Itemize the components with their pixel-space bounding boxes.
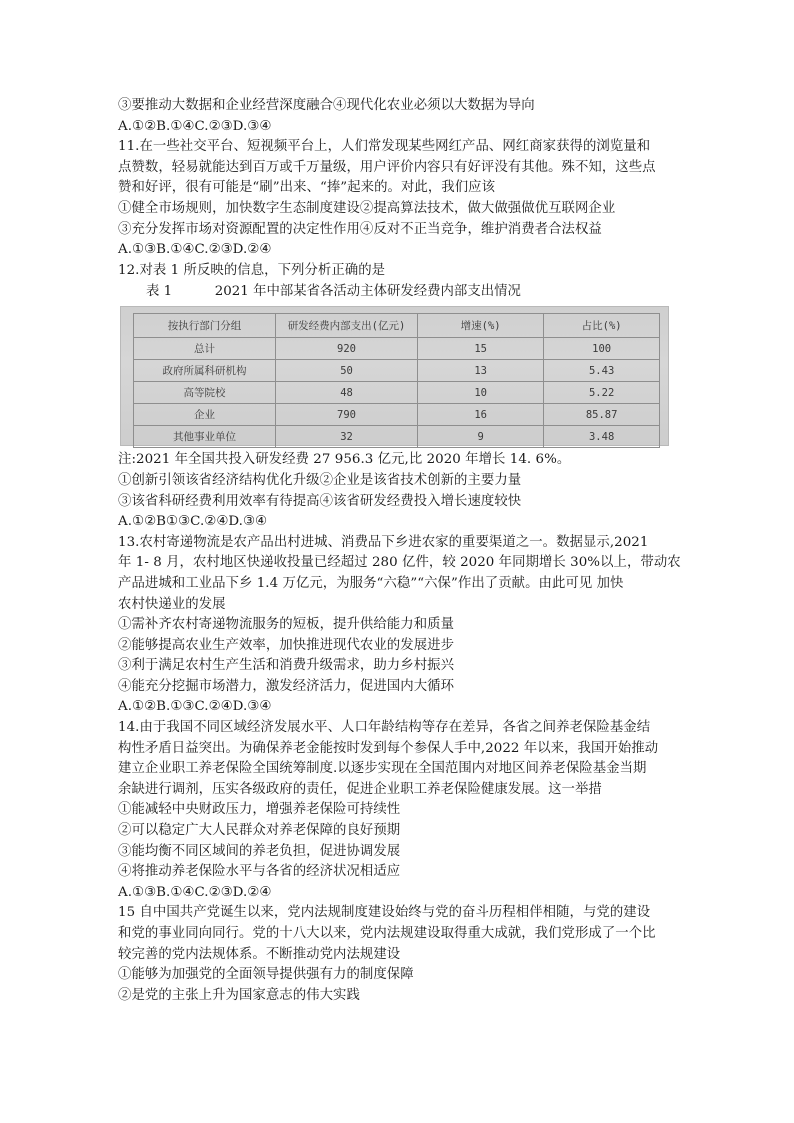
- text-line: ①健全市场规则，加快数字生态制度建设②提高算法技术，做大做强做优互联网企业: [118, 200, 616, 216]
- table-cell: 13: [418, 360, 544, 382]
- table-cell: 50: [276, 360, 418, 382]
- table-cell: 高等院校: [134, 382, 276, 404]
- text-line: ②可以稳定广大人民群众对养老保障的良好预期: [118, 823, 401, 839]
- table-cell: 790: [276, 404, 418, 426]
- table-row: [134, 426, 660, 448]
- table-note: 注:2021 年全国共投入研发经费 27 956.3 亿元,比 2020 年增长 14. 6%。: [118, 452, 571, 468]
- column-header: 按执行部门分组: [134, 314, 276, 338]
- question-15: 15 自中国共产党诞生以来，党内法规制度建设始终与党的奋斗历程相伴相随，与党的建设: [118, 905, 651, 921]
- text-line: ①能减轻中央财政压力，增强养老保险可持续性: [118, 802, 401, 818]
- data-table: [133, 313, 660, 448]
- text-line: 和党的事业同向同行。党的十八大以来，党内法规建设取得重大成就，我们党形成了一个比: [118, 926, 656, 941]
- answer-options: A.①②B.①③C.②④D.③④: [118, 699, 272, 715]
- answer-options: A.①②B①③C.②④D.③④: [118, 514, 268, 530]
- text-line: 构性矛盾日益突出。为确保养老金能按时发到每个参保人手中,2022 年以来，我国开始推动: [118, 740, 659, 756]
- text-line: ①创新引领该省经济结构优化升级②企业是该省技术创新的主要力量: [118, 472, 522, 488]
- table-cell: 其他事业单位: [134, 426, 276, 448]
- document-page: [118, 96, 681, 1006]
- text-line: ④能充分挖掘市场潜力，激发经济活力，促进国内大循环: [118, 678, 455, 694]
- table-image: [120, 306, 669, 446]
- table-cell: 85.87: [544, 404, 660, 426]
- text-block-bottom: [118, 450, 681, 1006]
- table-cell: 16: [418, 404, 544, 426]
- text-line: ③能均衡不同区域间的养老负担，促进协调发展: [118, 843, 401, 859]
- table-row: [134, 338, 660, 360]
- answer-options: A.①②B.①④C.②③D.③④: [118, 118, 272, 134]
- text-line: ④将推动养老保险水平与各省的经济状况相适应: [118, 864, 401, 880]
- table-cell: 5.22: [544, 382, 660, 404]
- text-line: 建立企业职工养老保险全国统筹制度.以逐步实现在全国范围内对地区间养老保险基金当期: [118, 761, 647, 777]
- table-cell: 48: [276, 382, 418, 404]
- table-cell: 企业: [134, 404, 276, 426]
- table-cell: 10: [418, 382, 544, 404]
- table-cell: 100: [544, 338, 660, 360]
- table-cell: 5.43: [544, 360, 660, 382]
- text-line: ②能够提高农业生产效率，加快推进现代农业的发展进步: [118, 637, 455, 653]
- table-caption: 表 1 2021 年中部某省各活动主体研发经费内部支出情况: [146, 284, 521, 300]
- column-header: 占比(%): [544, 314, 660, 338]
- table-cell: 32: [276, 426, 418, 448]
- column-header: 增速(%): [418, 314, 544, 338]
- question-12: 12.对表 1 所反映的信息，下列分析正确的是: [118, 262, 386, 278]
- text-line: ③充分发挥市场对资源配置的决定性作用④反对不正当竞争，维护消费者合法权益: [118, 221, 602, 237]
- question-13: 13.农村寄递物流是农产品出村进城、消费品下乡进农家的重要渠道之一。数据显示,2021: [118, 534, 649, 550]
- text-line: ①能够为加强党的全面领导提供强有力的制度保障: [118, 967, 414, 983]
- question-14: 14.由于我国不同区域经济发展水平、人口年龄结构等存在差异，各省之间养老保险基金结: [118, 720, 651, 736]
- table-row: [134, 404, 660, 426]
- column-header: 研发经费内部支出(亿元): [276, 314, 418, 338]
- table-cell: 9: [418, 426, 544, 448]
- text-line: ③利于满足农村生产生活和消费升级需求，助力乡村振兴: [118, 658, 455, 674]
- table-cell: 920: [276, 338, 418, 360]
- table-cell: 政府所属科研机构: [134, 360, 276, 382]
- answer-options: A.①③B.①④C.②③D.②④: [118, 884, 272, 900]
- table-row: [134, 360, 660, 382]
- table-cell: 总计: [134, 338, 276, 360]
- table-header-row: [134, 314, 660, 338]
- text-block-top: [118, 96, 678, 281]
- table-row: [134, 382, 660, 404]
- table-cell: 15: [418, 338, 544, 360]
- text-line: 年 1- 8 月，农村地区快递收投量已经超过 280 亿件，较 2020 年同期增长 30%以上，带动农: [118, 555, 681, 571]
- text-line: 较完善的党内法规体系。不断推动党内法规建设: [118, 946, 401, 962]
- text-line: 余缺进行调剂，压实各级政府的责任，促进企业职工养老保险健康发展。这一举措: [118, 781, 602, 797]
- text-line: 赞和好评，很有可能是“刷”出来、“捧”起来的。对此，我们应该: [118, 180, 496, 196]
- answer-options: A.①③B.①④C.②③D.②④: [118, 242, 272, 258]
- text-line: ①需补齐农村寄递物流服务的短板，提升供给能力和质量: [118, 617, 455, 633]
- text-line: 产品进城和工业品下乡 1.4 万亿元，为服务“六稳”“六保”作出了贡献。由此可见 加快: [118, 575, 624, 591]
- question-11: 11.在一些社交平台、短视频平台上，人们常发现某些网红产品、网红商家获得的浏览量和: [118, 139, 651, 155]
- text-line: 农村快递业的发展: [118, 596, 226, 612]
- text-line: ②是党的主张上升为国家意志的伟大实践: [118, 987, 360, 1003]
- text-line: ③该省科研经费利用效率有待提高④该省研发经费投入增长速度较快: [118, 493, 522, 509]
- text-line: ③要推动大数据和企业经营深度融合④现代化农业必须以大数据为导向: [118, 98, 535, 113]
- table-cell: 3.48: [544, 426, 660, 448]
- text-line: 点赞数，轻易就能达到百万或千万量级，用户评价内容只有好评没有其他。殊不知，这些点: [118, 159, 656, 175]
